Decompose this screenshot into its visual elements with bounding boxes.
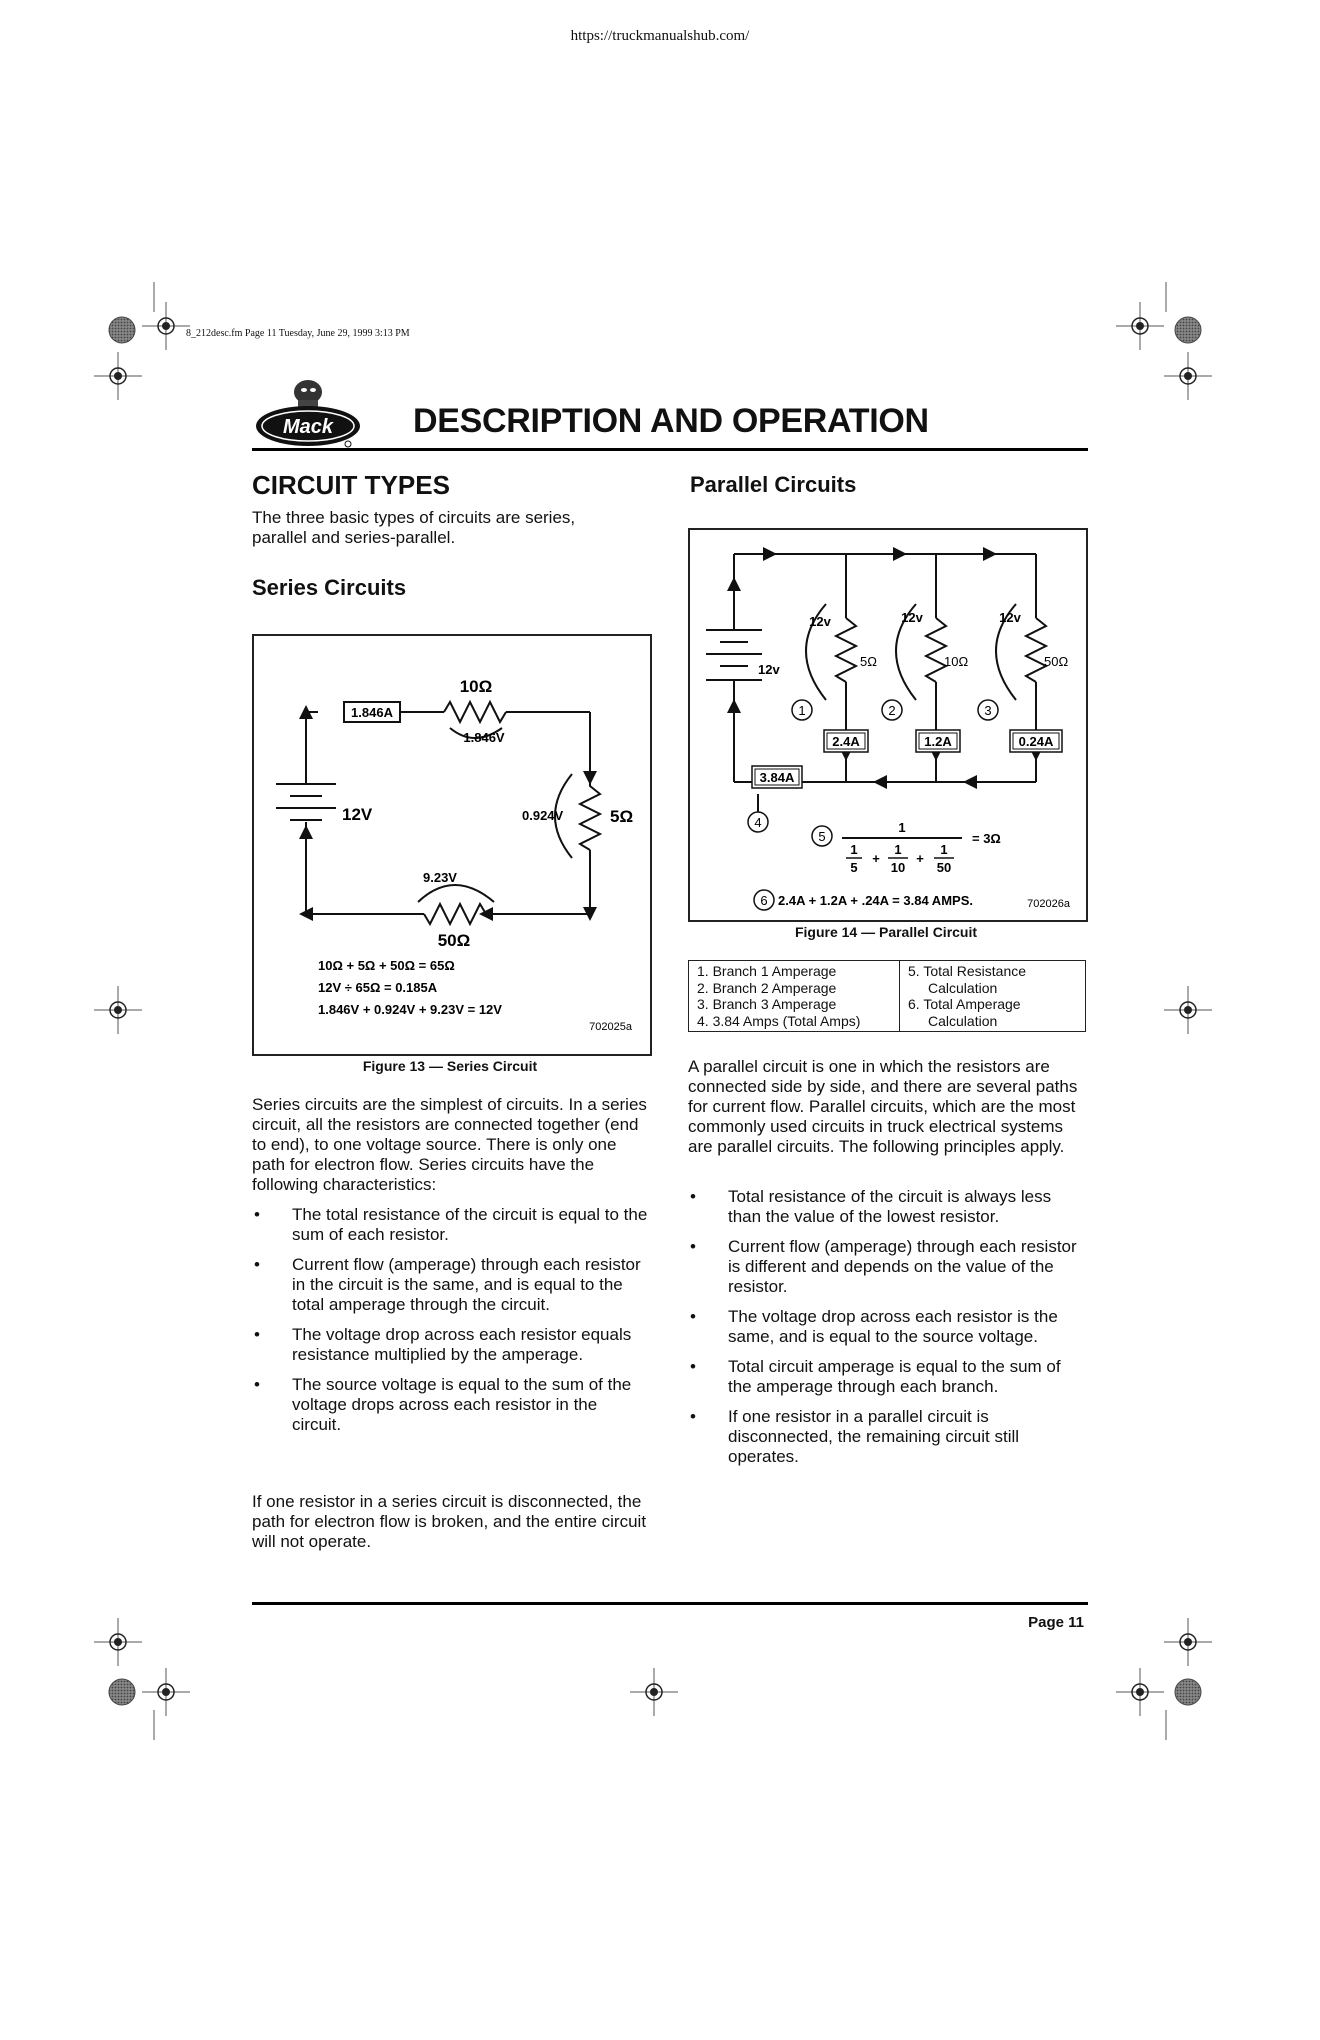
equation-3: 1.846V + 0.924V + 9.23V = 12V (318, 1002, 502, 1017)
branch-1-voltage: 12v (809, 614, 831, 629)
parallel-bullets (688, 1187, 1086, 1477)
battery-label: 12v (758, 662, 780, 677)
title-rule (252, 448, 1088, 451)
list-item: • The voltage drop across each resistor equals resistance multiplied by the amperage. (252, 1325, 648, 1365)
page-title: DESCRIPTION AND OPERATION (413, 402, 929, 440)
fraction-3-den: 50 (936, 860, 952, 875)
resistor-3-label: 50Ω (437, 931, 471, 950)
figure-legend (688, 960, 1086, 1032)
section-heading: CIRCUIT TYPES (252, 470, 450, 500)
intro-text: The three basic types of circuits are series, parallel and series-parallel. (252, 508, 576, 547)
resistor-1-label: 10Ω (459, 677, 493, 696)
branch-3-amperage: 0.24A (1018, 734, 1054, 749)
branch-2-voltage: 12v (901, 610, 923, 625)
list-item: • The source voltage is equal to the sum of the voltage drops across each resistor in the circuit. (252, 1375, 648, 1435)
list-item: • Total resistance of the circuit is always less than the value of the lowest resistor. (688, 1187, 1086, 1227)
file-info: 8_212desc.fm Page 11 Tuesday, June 29, 1999 3:13 PM (186, 328, 410, 339)
list-item: • Current flow (amperage) through each resistor is different and depends on the value of the resistor. (688, 1237, 1086, 1297)
fraction-3-num: 1 (940, 842, 948, 857)
branch-3-voltage: 12v (999, 610, 1021, 625)
branch-2-amperage: 1.2A (924, 734, 952, 749)
callout-6: 6 (760, 893, 768, 908)
mack-logo (252, 374, 364, 450)
equation-1: 10Ω + 5Ω + 50Ω = 65Ω (318, 958, 455, 973)
callout-3: 3 (984, 703, 992, 718)
parallel-circuit-diagram (690, 530, 1086, 920)
resistor-1-label: 5Ω (860, 654, 877, 669)
fraction-1-num: 1 (850, 842, 858, 857)
total-amperage: 3.84A (759, 770, 795, 785)
resistor-3-label: 50Ω (1044, 654, 1069, 669)
parallel-text: A parallel circuit is one in which the resistors are connected side by side, and there are several paths for current flow. Parallel circuits, which are the most commonly used circuits in truck electrical systems are parallel circuits. The following principles apply. (688, 1057, 1078, 1156)
amperage-sum: 2.4A + 1.2A + .24A = 3.84 AMPS. (778, 893, 973, 908)
figure-14-caption: Figure 14 — Parallel Circuit (794, 924, 978, 940)
legend-item: 4. 3.84 Amps (Total Amps) (697, 1012, 861, 1029)
figure-13 (252, 634, 652, 1056)
series-text: Series circuits are the simplest of circuits. In a series circuit, all the resistors are connected together (end to end), to one voltage source. There is only one path for electron flow. Series circuits have the following characteristics: (252, 1095, 647, 1194)
resistance-result: = 3Ω (972, 831, 1001, 846)
list-item: • If one resistor in a parallel circuit is disconnected, the remaining circuit still operates. (688, 1407, 1086, 1467)
legend-item: 2. Branch 2 Amperage (697, 979, 837, 996)
figure-id: 702025a (589, 1021, 632, 1033)
page-number: Page 11 (1028, 1614, 1084, 1631)
callout-5: 5 (818, 829, 826, 844)
logo-text: Mack (282, 416, 334, 438)
legend-column-2 (900, 961, 1034, 1031)
plus-sign: + (916, 851, 924, 866)
footer-rule (252, 1602, 1088, 1605)
legend-item: 3. Branch 3 Amperage (697, 996, 837, 1012)
fraction-1-den: 5 (850, 860, 858, 875)
resistor-3-drop: 9.23V (423, 870, 457, 885)
list-item: • The voltage drop across each resistor is the same, and is equal to the source voltage. (688, 1307, 1086, 1347)
callout-1: 1 (798, 703, 806, 718)
resistor-1-drop: 1.846V (463, 730, 505, 745)
legend-item: Calculation (928, 1012, 998, 1029)
fraction-2-num: 1 (894, 842, 902, 857)
source-url: https://truckmanualshub.com/ (570, 28, 750, 44)
legend-item: Calculation (928, 979, 998, 996)
series-bullets (252, 1205, 648, 1445)
series-closing: If one resistor in a series circuit is disconnected, the path for electron flow is broken, and the entire circuit will not operate. (252, 1492, 647, 1551)
callout-2: 2 (888, 703, 896, 718)
series-heading: Series Circuits (252, 575, 407, 600)
figure-13-caption: Figure 13 — Series Circuit (362, 1058, 538, 1074)
bulldog-icon (294, 380, 322, 408)
list-item: • The total resistance of the circuit is equal to the sum of each resistor. (252, 1205, 648, 1245)
equation-2: 12V ÷ 65Ω = 0.185A (318, 980, 438, 995)
legend-column-1 (689, 961, 900, 1031)
figure-id: 702026a (1027, 898, 1070, 910)
legend-item: 1. Branch 1 Amperage (697, 963, 837, 979)
resistor-2-label: 5Ω (610, 807, 634, 826)
legend-item: 5. Total Resistance (908, 963, 1027, 979)
fraction-numerator: 1 (898, 820, 906, 835)
parallel-heading: Parallel Circuits (690, 472, 857, 497)
list-item: • Total circuit amperage is equal to the sum of the amperage through each branch. (688, 1357, 1086, 1397)
battery-label: 12V (342, 805, 373, 824)
figure-14 (688, 528, 1088, 922)
branch-1-amperage: 2.4A (832, 734, 860, 749)
current-label: 1.846A (351, 705, 393, 720)
plus-sign: + (872, 851, 880, 866)
fraction-2-den: 10 (890, 860, 906, 875)
list-item: • Current flow (amperage) through each resistor in the circuit is the same, and is equal to the total amperage through the circuit. (252, 1255, 648, 1315)
resistor-2-label: 10Ω (944, 654, 969, 669)
callout-4: 4 (754, 815, 762, 830)
legend-item: 6. Total Amperage (908, 996, 1021, 1012)
resistor-2-drop: 0.924V (522, 808, 564, 823)
series-circuit-diagram (254, 636, 650, 1054)
